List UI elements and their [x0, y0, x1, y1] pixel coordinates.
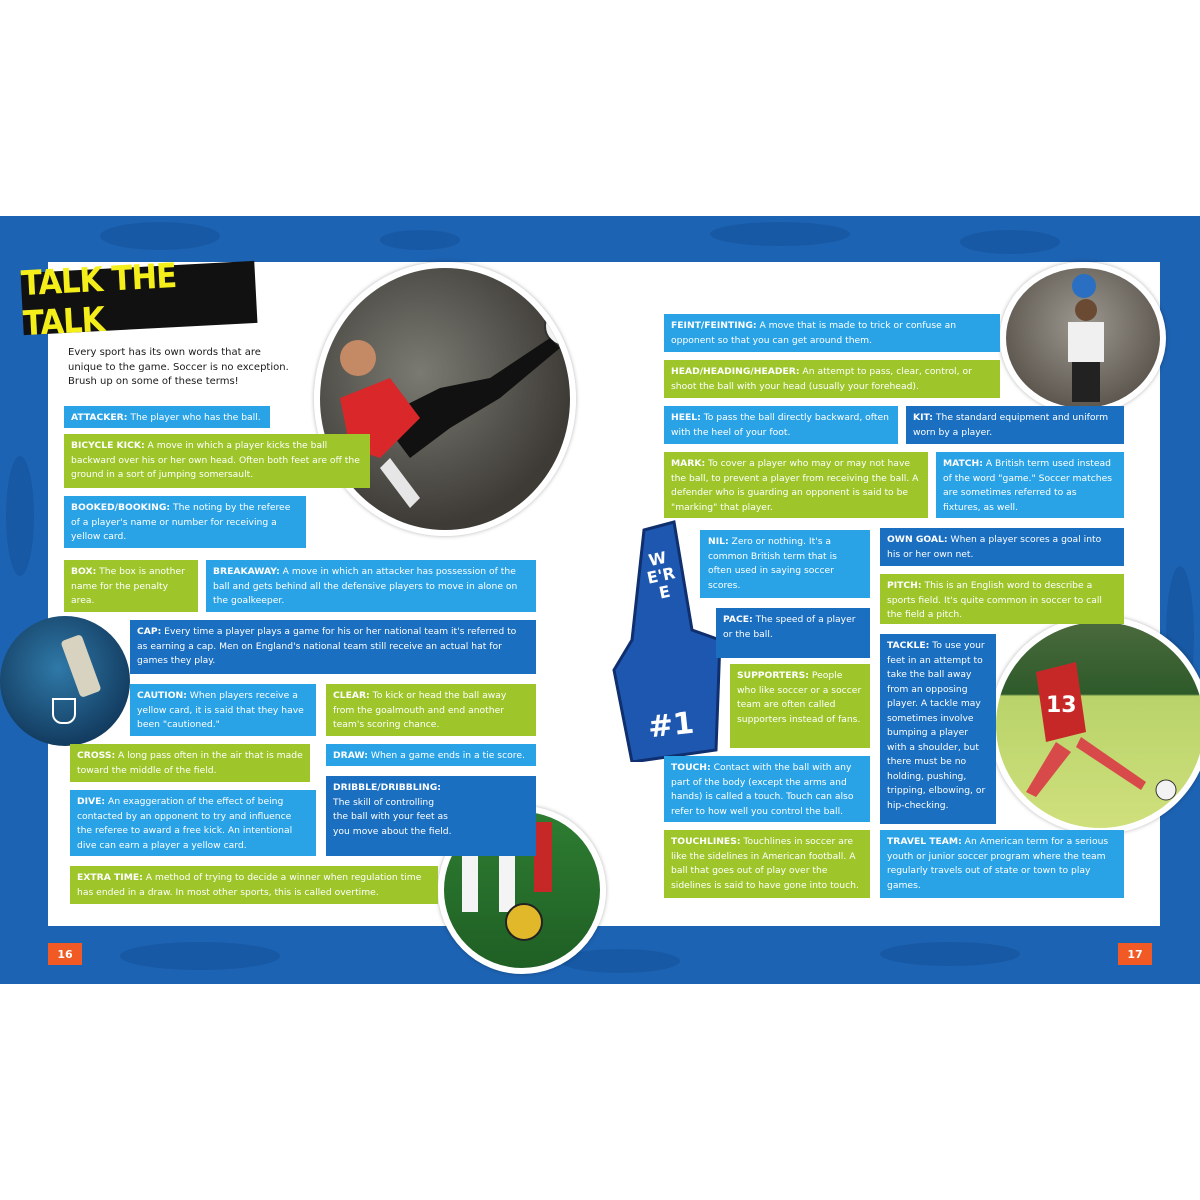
term-definition: When a game ends in a tie score.: [367, 750, 525, 761]
term-extra-time: [70, 866, 438, 904]
page-number-right: 17: [1118, 943, 1152, 965]
term-definition: To cover a player who may or may not have the ball, to prevent a player from receiving the ball. A defender who is guarding an opponent is said to be "marking" that player.: [671, 458, 919, 513]
term-label: CAP:: [137, 626, 162, 637]
term-definition: The standard equipment and uniform worn by a player.: [913, 412, 1109, 438]
term-nil: [700, 530, 870, 598]
term-definition: When players receive a yellow card, it is said that they have been "cautioned.": [137, 690, 304, 730]
term-label: PACE:: [723, 614, 753, 625]
term-tackle: [880, 634, 996, 824]
term-travel-team: [880, 830, 1124, 898]
heading-photo: [1000, 262, 1166, 414]
term-definition: People who like soccer or a soccer team are often called supporters instead of fans.: [737, 670, 862, 725]
england-crest-icon: [52, 698, 76, 724]
term-touch: [664, 756, 870, 822]
cap-tassel: [60, 634, 101, 698]
bicycle-kick-player-illustration: [320, 268, 570, 530]
term-cross: [70, 744, 310, 782]
term-pitch: [880, 574, 1124, 624]
foam-finger-bottom-text: #1: [646, 705, 696, 746]
term-own-goal: [880, 528, 1124, 566]
term-box: [64, 560, 198, 612]
term-dive: [70, 790, 316, 856]
term-definition: The player who has the ball.: [127, 412, 261, 423]
term-definition: An American term for a serious youth or junior soccer program where the team regularly travels out of state or town to play games.: [887, 836, 1109, 891]
term-label: PITCH:: [887, 580, 922, 591]
term-clear: [326, 684, 536, 736]
term-kit: [906, 406, 1124, 444]
term-label: BOX:: [71, 566, 97, 577]
term-heel: [664, 406, 898, 444]
term-breakaway: [206, 560, 536, 612]
england-cap-photo: [0, 616, 130, 746]
heading-player-illustration: [1006, 268, 1160, 408]
term-definition: The skill of controlling the ball with your feet as you move about the field.: [333, 796, 452, 837]
term-label: CAUTION:: [137, 690, 187, 701]
page-number-left: 16: [48, 943, 82, 965]
term-pace: [716, 608, 870, 658]
page-title-text: TALK THE TALK: [20, 256, 178, 345]
term-definition: The box is another name for the penalty area.: [71, 566, 185, 606]
term-bicycle-kick: [64, 434, 370, 488]
term-definition: A move in which an attacker has possession of the ball and gets behind all the defensive players to move in alone on the goalkeeper.: [213, 566, 518, 606]
term-label: BREAKAWAY:: [213, 566, 280, 577]
term-label: MARK:: [671, 458, 706, 469]
term-label: NIL:: [708, 536, 729, 547]
term-definition: A move that is made to trick or confuse an opponent so that you can get around them.: [671, 320, 957, 346]
foam-finger-top-text: WE'RE: [645, 547, 677, 603]
intro-text: Every sport has its own words that are unique to the game. Soccer is no exception. Brush up on some of these terms!: [68, 347, 289, 387]
term-definition: The speed of a player or the ball.: [723, 614, 856, 640]
term-label: ATTACKER:: [71, 412, 128, 423]
term-definition: To kick or head the ball away from the goalmouth and end another team's scoring chance.: [333, 690, 507, 730]
term-draw: [326, 744, 536, 766]
term-definition: A move in which a player kicks the ball backward over his or her own head. Often both feet are off the ground in a sort of jumping somersault.: [71, 440, 360, 480]
term-caution: [130, 684, 316, 736]
term-label: DRAW:: [333, 750, 368, 761]
term-definition: Every time a player plays a game for his or her national team it's referred to as earning a cap. Men on England's national team still receive an actual hat for games they play.: [137, 626, 517, 666]
term-label: BICYCLE KICK:: [71, 440, 145, 451]
term-definition: A long pass often in the air that is made toward the middle of the field.: [77, 750, 303, 776]
tackle-photo: [990, 616, 1200, 834]
term-label: EXTRA TIME:: [77, 872, 143, 883]
term-mark: [664, 452, 928, 518]
term-definition: To use your feet in an attempt to take the ball away from an opposing player. A tackle may sometimes involve bumping a player with a shoulder, but there must be no holding, pushing, tripping, elbowing, or hip-checking.: [887, 640, 986, 811]
term-definition: An exaggeration of the effect of being contacted by an opponent to try and influence the referee to award a free kick. An intentional dive can earn a player a yellow card.: [77, 796, 293, 851]
term-definition: A British term used instead of the word "game." Soccer matches are sometimes referred to as fixtures, as well.: [943, 458, 1113, 513]
term-label: TACKLE:: [887, 640, 930, 651]
term-definition: Zero or nothing. It's a common British term that is often used in saying soccer scores.: [708, 536, 837, 591]
term-match: [936, 452, 1124, 518]
term-label: DRIBBLE/DRIBBLING:: [333, 782, 441, 793]
term-label: SUPPORTERS:: [737, 670, 809, 681]
term-feint: [664, 314, 1000, 352]
term-definition: The noting by the referee of a player's name or number for receiving a yellow card.: [71, 502, 291, 542]
term-label: CLEAR:: [333, 690, 370, 701]
term-label: HEAD/HEADING/HEADER:: [671, 366, 800, 377]
term-definition: An attempt to pass, clear, control, or shoot the ball with your head (usually your forehead).: [671, 366, 972, 392]
term-label: TOUCHLINES:: [671, 836, 741, 847]
term-label: FEINT/FEINTING:: [671, 320, 757, 331]
term-attacker: [64, 406, 270, 428]
term-label: KIT:: [913, 412, 933, 423]
term-dribble: [326, 776, 536, 856]
term-label: OWN GOAL:: [887, 534, 948, 545]
term-definition: Touchlines in soccer are like the sidelines in American football. A ball that goes out of play over the sidelines is said to have gone into touch.: [671, 836, 859, 891]
term-heading: [664, 360, 1000, 398]
term-label: DIVE:: [77, 796, 106, 807]
term-label: TOUCH:: [671, 762, 711, 773]
term-label: MATCH:: [943, 458, 983, 469]
term-definition: A method of trying to decide a winner when regulation time has ended in a draw. In most other sports, this is called overtime.: [77, 872, 422, 898]
term-touchlines: [664, 830, 870, 898]
term-cap: [130, 620, 536, 674]
term-booked: [64, 496, 306, 548]
term-supporters: [730, 664, 870, 748]
svg-text:13: 13: [1046, 693, 1077, 718]
term-label: HEEL:: [671, 412, 701, 423]
tackle-players-illustration: [996, 622, 1200, 828]
page-title: [20, 256, 258, 345]
term-definition: To pass the ball directly backward, often with the heel of your foot.: [671, 412, 889, 438]
term-label: CROSS:: [77, 750, 116, 761]
term-label: TRAVEL TEAM:: [887, 836, 962, 847]
term-definition: When a player scores a goal into his or her own net.: [887, 534, 1102, 560]
bicycle-kick-photo: [314, 262, 576, 536]
term-definition: This is an English word to describe a sports field. It's quite common in soccer to call the field a pitch.: [887, 580, 1102, 620]
term-label: BOOKED/BOOKING:: [71, 502, 171, 513]
term-definition: Contact with the ball with any part of the body (except the arms and hands) is called a touch. Touch can also refer to how well you control the ball.: [671, 762, 854, 817]
